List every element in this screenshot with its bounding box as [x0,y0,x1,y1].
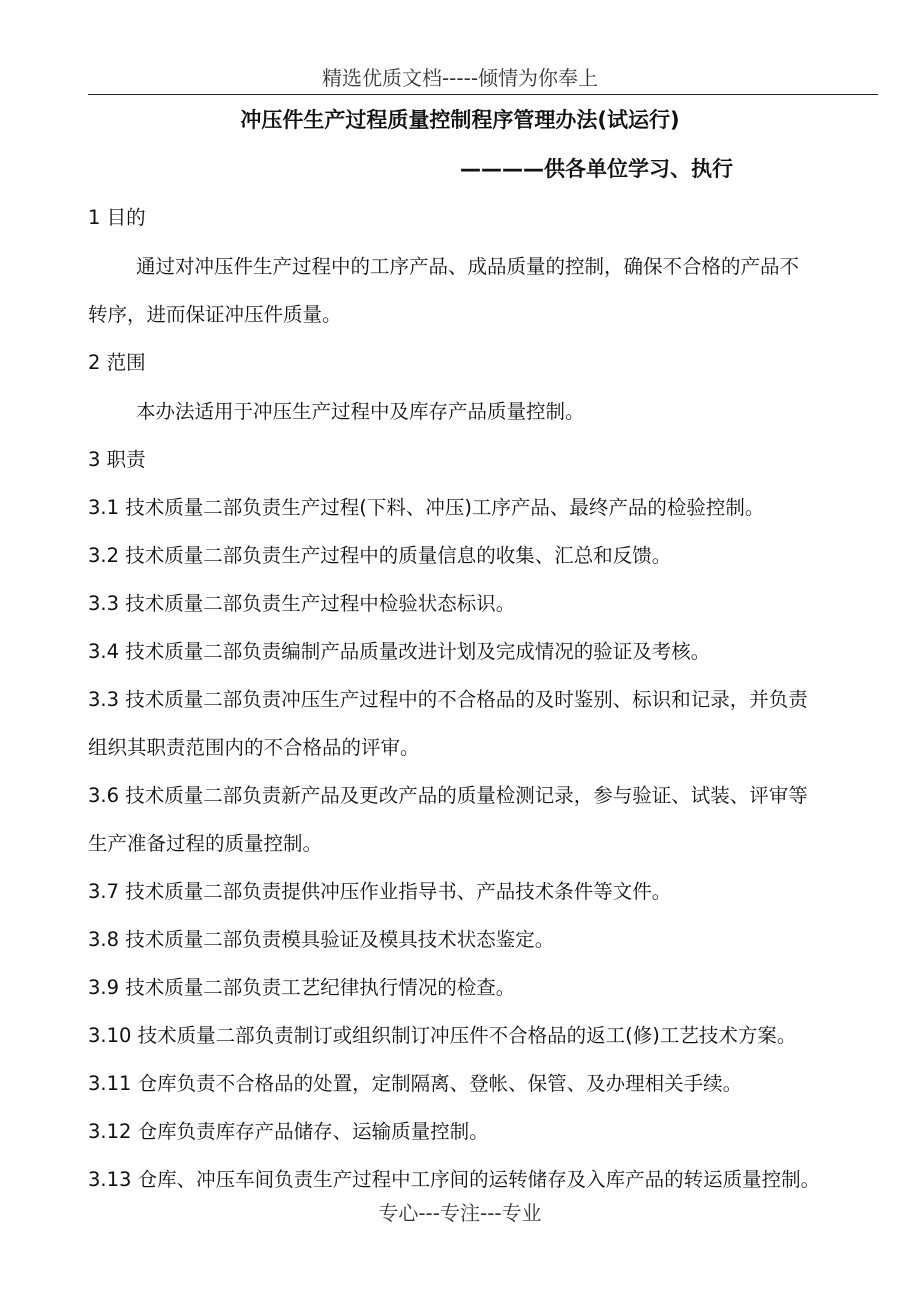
responsibility-item: 3.6 技术质量二部负责新产品及更改产品的质量检测记录，参与验证、试装、评审等 [88,784,808,807]
responsibility-item: 3.3 技术质量二部负责冲压生产过程中的不合格品的及时鉴别、标识和记录，并负责 [88,688,808,711]
responsibility-item: 3.8 技术质量二部负责模具验证及模具技术状态鉴定。 [88,928,555,951]
responsibility-item: 3.2 技术质量二部负责生产过程中的质量信息的收集、汇总和反馈。 [88,544,672,567]
responsibility-item: 3.7 技术质量二部负责提供冲压作业指导书、产品技术条件等文件。 [88,880,672,903]
section-2-heading: 2 范围 [88,351,146,374]
section-1-heading: 1 目的 [88,206,146,229]
responsibility-item: 3.9 技术质量二部负责工艺纪律执行情况的检查。 [88,976,516,999]
responsibility-item: 3.3 技术质量二部负责生产过程中检验状态标识。 [88,592,516,615]
responsibility-item: 3.4 技术质量二部负责编制产品质量改进计划及完成情况的验证及考核。 [88,640,711,663]
header-text: 精选优质文档-----倾情为你奉上 [321,66,599,90]
section-1-paragraph-line-1: 通过对冲压件生产过程中的工序产品、成品质量的控制，确保不合格的产品不 [136,255,800,278]
section-2-paragraph: 本办法适用于冲压生产过程中及库存产品质量控制。 [136,400,585,423]
responsibility-item: 3.1 技术质量二部负责生产过程(下料、冲压)工序产品、最终产品的检验控制。 [88,496,765,519]
responsibility-item-continuation: 生产准备过程的质量控制。 [88,832,323,855]
document-subtitle: ————供各单位学习、执行 [460,157,733,181]
responsibility-item: 3.11 仓库负责不合格品的处置，定制隔离、登帐、保管、及办理相关手续。 [88,1072,743,1095]
responsibility-item: 3.13 仓库、冲压车间负责生产过程中工序间的运转储存及入库产品的转运质量控制。 [88,1168,821,1191]
responsibility-item: 3.12 仓库负责库存产品储存、运输质量控制。 [88,1120,489,1143]
responsibility-item: 3.10 技术质量二部负责制订或组织制订冲压件不合格品的返工(修)工艺技术方案。 [88,1024,797,1047]
page-footer: 专心---专注---专业 [378,1201,542,1225]
responsibility-item-continuation: 组织其职责范围内的不合格品的评审。 [88,736,420,759]
section-3-heading: 3 职责 [88,448,146,471]
document-title: 冲压件生产过程质量控制程序管理办法(试运行) [240,108,680,132]
header-divider [88,94,878,95]
section-1-paragraph-line-2: 转序，进而保证冲压件质量。 [88,303,342,326]
